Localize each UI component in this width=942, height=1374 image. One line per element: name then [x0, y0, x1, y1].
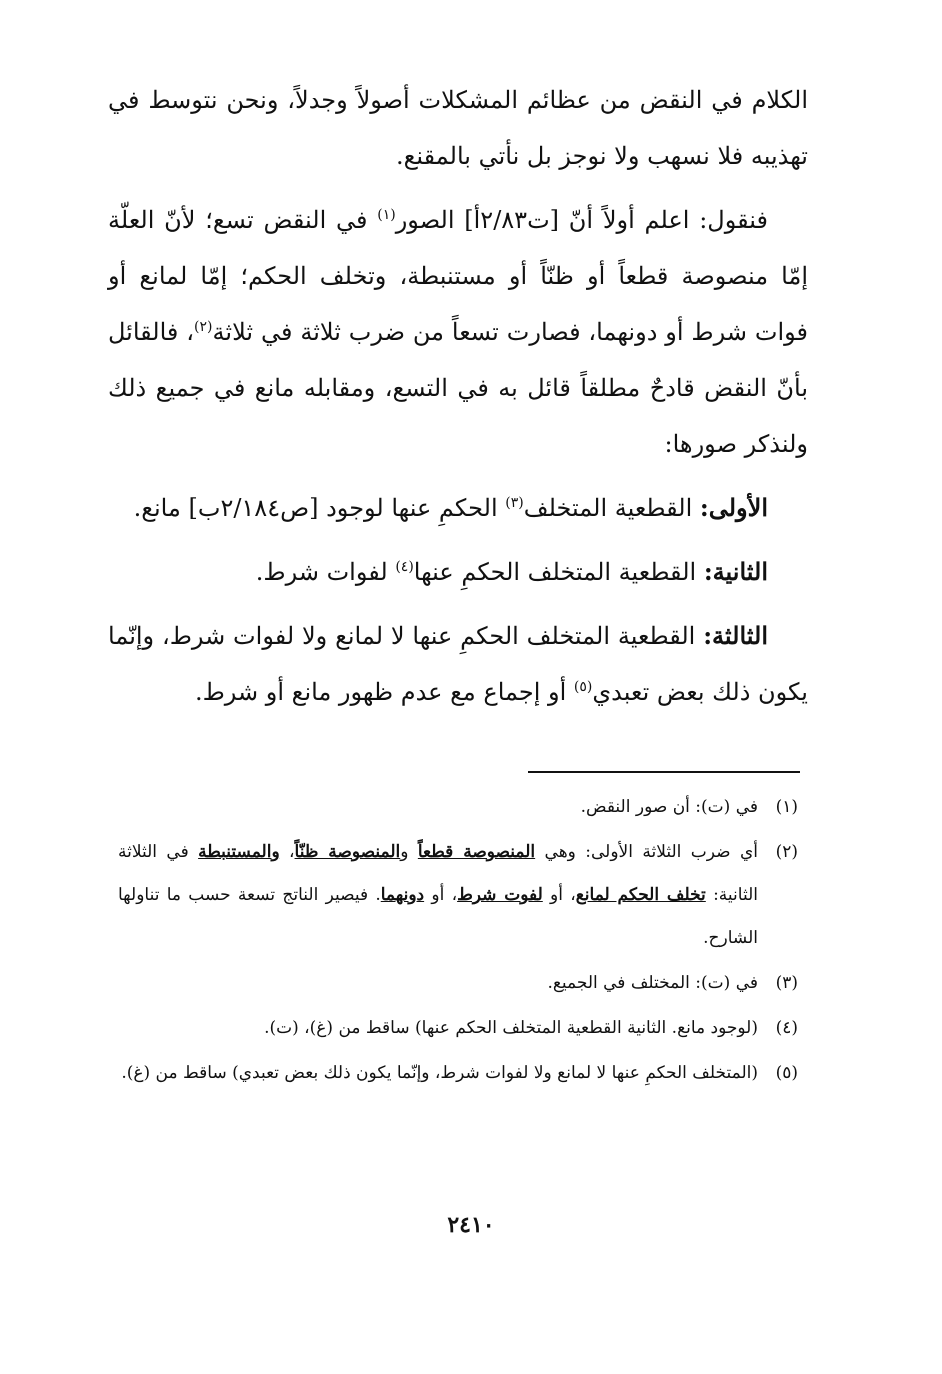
paragraph-1: الكلام في النقض من عظائم المشكلات أصولاً وجدلاً، ونحن نتوسط في تهذيبه فلا نسهب ولا نوجز بل نأتي بالمقنع. [108, 86, 808, 170]
paragraph-second-case: الثانية: القطعية المتخلف الحكمِ عنها$^{(٤)}$ لفوات شرط. [255, 557, 768, 586]
footnotes [118, 786, 798, 1097]
footnote-2: (٢)أي ضرب الثلاثة الأولى: وهي المنصوصة قطعاً والمنصوصة ظنّاً، والمستنبطة في الثلاثة الثانية: تخلف الحكم لمانع، أو لفوت شرط، أو دونهما. فيصير الناتج تسعة حسب ما تناولها الشارح. [118, 842, 798, 948]
footnote-3: (٣)في (ت): المختلف في الجميع. [547, 973, 798, 993]
footnote-1: (١)في (ت): أن صور النقض. [580, 797, 798, 817]
footnote-5: (٥)(المتخلف الحكمِ عنها لا لمانع ولا لفوات شرط، وإنّما يكون ذلك بعض تعبدي) ساقط من (غ). [121, 1063, 798, 1083]
paragraph-first-case: الأولى: القطعية المتخلف$^{(٣)}$ الحكمِ عنها لوجود [ص٢/١٨٤ب] مانع. [133, 493, 768, 522]
footnote-ref-3: (٣) [505, 495, 524, 511]
footnote-4: (٤)(لوجود مانع. الثانية القطعية المتخلف الحكم عنها) ساقط من (غ)، (ت). [264, 1018, 798, 1038]
main-text [108, 72, 808, 728]
footnote-ref-2: (٢) [194, 319, 213, 335]
footnote-ref-5: (٥) [573, 679, 593, 695]
case-label-third: الثالثة: [703, 621, 769, 650]
footnote-ref-1: (١) [377, 207, 396, 223]
case-label-second: الثانية: [703, 557, 768, 586]
paragraph-2: فنقول: اعلم أولاً أنّ [ت٢/٨٣أ] الصور$^{(١)}$ في النقض تسع؛ لأنّ العلّة إمّا منصوصة قطعاً أو ظنّاً أو مستنبطة، وتخلف الحكم؛ إمّا لمانع أو فوات شرط أو دونهما، فصارت تسعاً من ضرب ثلاثة في ثلاثة$^{(٢)}$، فالقائل بأنّ النقض قادحٌ مطلقاً قائل به في التسع، ومقابله مانع في جميع ذلك ولنذكر صورها: [108, 206, 809, 458]
paragraph-third-case: الثالثة: القطعية المتخلف الحكمِ عنها لا لمانع ولا لفوات شرط، وإنّما يكون ذلك بعض تعبدي$^{(٥)}$ أو إجماع مع عدم ظهور مانع أو شرط. [108, 621, 808, 706]
footnote-separator [528, 771, 800, 773]
page-number: ٢٤١٠ [447, 1212, 495, 1238]
footnote-ref-4: (٤) [395, 559, 414, 575]
case-label-first: الأولى: [699, 493, 768, 522]
